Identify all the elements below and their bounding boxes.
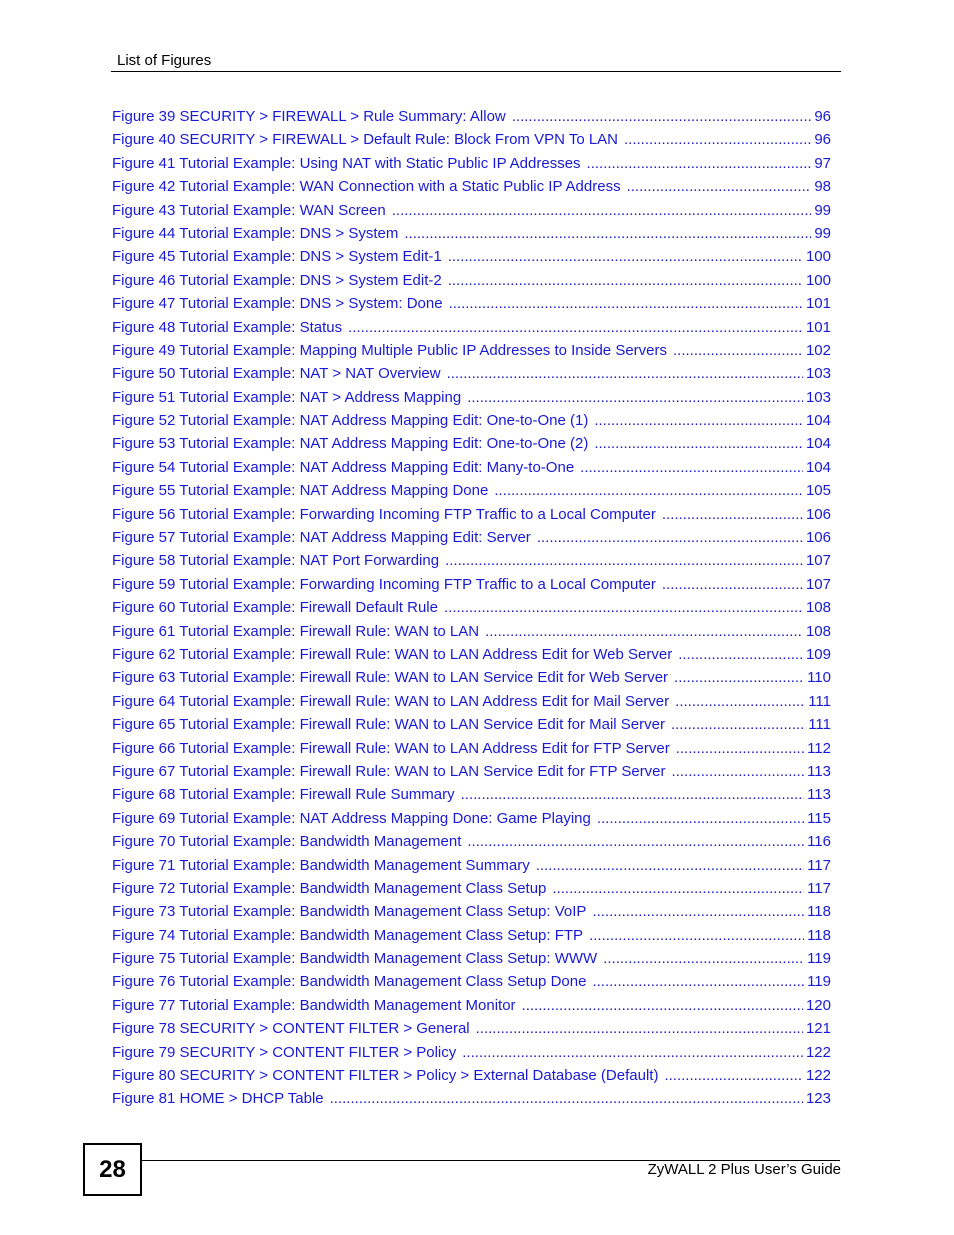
toc-dot-leader xyxy=(676,737,804,760)
toc-entry[interactable] xyxy=(112,1087,831,1110)
toc-entry-label: Figure 71 Tutorial Example: Bandwidth Management Summary xyxy=(112,856,530,874)
toc-dot-leader xyxy=(674,666,804,689)
toc-entry-label: Figure 50 Tutorial Example: NAT > NAT Overview xyxy=(112,365,441,383)
toc-entry-page: 107 xyxy=(805,575,831,593)
toc-dot-leader xyxy=(536,854,804,877)
toc-entry-label: Figure 75 Tutorial Example: Bandwidth Management Class Setup: WWW xyxy=(112,950,598,968)
toc-entry-page: 103 xyxy=(805,388,831,406)
toc-entry[interactable] xyxy=(112,199,831,222)
toc-entry-page: 111 xyxy=(808,692,831,710)
toc-entry-label: Figure 59 Tutorial Example: Forwarding Incoming FTP Traffic to a Local Computer xyxy=(112,575,656,593)
toc-entry[interactable] xyxy=(112,222,831,245)
toc-entry-label: Figure 56 Tutorial Example: Forwarding Incoming FTP Traffic to a Local Computer xyxy=(112,505,656,523)
toc-entry-label: Figure 60 Tutorial Example: Firewall Default Rule xyxy=(112,599,438,617)
toc-dot-leader xyxy=(603,947,804,970)
toc-entry-label: Figure 52 Tutorial Example: NAT Address Mapping Edit: One-to-One (1) xyxy=(112,412,589,430)
toc-dot-leader xyxy=(624,128,811,151)
toc-entry-label: Figure 51 Tutorial Example: NAT > Address Mapping xyxy=(112,388,462,406)
toc-dot-leader xyxy=(589,924,804,947)
toc-dot-leader xyxy=(671,713,805,736)
toc-entry-page: 113 xyxy=(807,786,831,804)
toc-entry[interactable] xyxy=(112,362,831,385)
toc-entry[interactable] xyxy=(112,245,831,268)
toc-entry-page: 101 xyxy=(805,295,831,313)
toc-entry[interactable] xyxy=(112,666,831,689)
toc-entry[interactable] xyxy=(112,877,831,900)
toc-entry-page: 115 xyxy=(807,809,831,827)
toc-entry[interactable] xyxy=(112,830,831,853)
toc-entry[interactable] xyxy=(112,1017,831,1040)
toc-entry-label: Figure 74 Tutorial Example: Bandwidth Management Class Setup: FTP xyxy=(112,926,584,944)
toc-entry-page: 100 xyxy=(805,271,831,289)
toc-entry[interactable] xyxy=(112,947,831,970)
toc-dot-leader xyxy=(462,1041,803,1064)
toc-entry-page: 123 xyxy=(805,1090,831,1108)
toc-entry-page: 97 xyxy=(814,154,831,172)
toc-entry-page: 104 xyxy=(805,412,831,430)
toc-entry-page: 106 xyxy=(805,529,831,547)
toc-entry[interactable] xyxy=(112,128,831,151)
toc-entry-label: Figure 48 Tutorial Example: Status xyxy=(112,318,343,336)
toc-entry-label: Figure 46 Tutorial Example: DNS > System Edit-2 xyxy=(112,271,442,289)
toc-entry[interactable] xyxy=(112,690,831,713)
toc-entry[interactable] xyxy=(112,924,831,947)
toc-entry-page: 119 xyxy=(807,973,831,991)
toc-dot-leader xyxy=(592,900,804,923)
toc-dot-leader xyxy=(587,152,812,175)
toc-entry[interactable] xyxy=(112,783,831,806)
toc-dot-leader xyxy=(627,175,812,198)
toc-entry-page: 118 xyxy=(807,926,831,944)
toc-dot-leader xyxy=(552,877,804,900)
toc-entry-page: 96 xyxy=(814,131,831,149)
toc-dot-leader xyxy=(392,199,812,222)
toc-entry-label: Figure 47 Tutorial Example: DNS > System: Done xyxy=(112,295,443,313)
toc-entry-label: Figure 64 Tutorial Example: Firewall Rule: WAN to LAN Address Edit for Mail Server xyxy=(112,692,670,710)
toc-dot-leader xyxy=(485,620,803,643)
toc-entry-page: 118 xyxy=(807,903,831,921)
toc-entry[interactable] xyxy=(112,292,831,315)
toc-entry[interactable] xyxy=(112,596,831,619)
toc-entry-page: 122 xyxy=(805,1067,831,1085)
toc-dot-leader xyxy=(678,643,803,666)
toc-entry-page: 103 xyxy=(805,365,831,383)
toc-entry-label: Figure 45 Tutorial Example: DNS > System Edit-1 xyxy=(112,248,442,266)
toc-dot-leader xyxy=(348,316,803,339)
toc-dot-leader xyxy=(476,1017,803,1040)
toc-entry[interactable] xyxy=(112,970,831,993)
toc-dot-leader xyxy=(467,386,803,409)
toc-entry-label: Figure 53 Tutorial Example: NAT Address Mapping Edit: One-to-One (2) xyxy=(112,435,589,453)
toc-dot-leader xyxy=(580,456,803,479)
toc-dot-leader xyxy=(662,573,803,596)
toc-entry-page: 121 xyxy=(805,1020,831,1038)
toc-entry[interactable] xyxy=(112,386,831,409)
toc-entry-label: Figure 78 SECURITY > CONTENT FILTER > General xyxy=(112,1020,470,1038)
toc-dot-leader xyxy=(662,503,803,526)
toc-entry-label: Figure 55 Tutorial Example: NAT Address Mapping Done xyxy=(112,482,489,500)
toc-entry-label: Figure 49 Tutorial Example: Mapping Multiple Public IP Addresses to Inside Servers xyxy=(112,341,667,359)
toc-dot-leader xyxy=(594,409,803,432)
toc-entry-label: Figure 43 Tutorial Example: WAN Screen xyxy=(112,201,386,219)
toc-dot-leader xyxy=(494,479,803,502)
toc-dot-leader xyxy=(673,339,803,362)
header-title: List of Figures xyxy=(117,52,212,69)
toc-entry[interactable] xyxy=(112,105,831,128)
figure-list xyxy=(112,105,831,1111)
toc-entry-label: Figure 81 HOME > DHCP Table xyxy=(112,1090,324,1108)
toc-entry-label: Figure 54 Tutorial Example: NAT Address Mapping Edit: Many-to-One xyxy=(112,458,575,476)
toc-entry[interactable] xyxy=(112,269,831,292)
toc-entry[interactable] xyxy=(112,1064,831,1087)
toc-dot-leader xyxy=(467,830,804,853)
toc-dot-leader xyxy=(522,994,803,1017)
toc-entry[interactable] xyxy=(112,152,831,175)
toc-entry-page: 107 xyxy=(805,552,831,570)
toc-entry-page: 109 xyxy=(805,645,831,663)
toc-entry-page: 117 xyxy=(807,856,831,874)
toc-entry-page: 101 xyxy=(805,318,831,336)
toc-entry-label: Figure 76 Tutorial Example: Bandwidth Management Class Setup Done xyxy=(112,973,587,991)
toc-entry-label: Figure 40 SECURITY > FIREWALL > Default Rule: Block From VPN To LAN xyxy=(112,131,619,149)
toc-entry-page: 99 xyxy=(814,201,831,219)
toc-entry[interactable] xyxy=(112,1041,831,1064)
toc-entry[interactable] xyxy=(112,760,831,783)
toc-entry[interactable] xyxy=(112,339,831,362)
toc-entry[interactable] xyxy=(112,807,831,830)
toc-dot-leader xyxy=(445,549,803,572)
toc-entry-page: 120 xyxy=(805,996,831,1014)
toc-dot-leader xyxy=(461,783,804,806)
toc-entry-page: 105 xyxy=(805,482,831,500)
toc-entry-label: Figure 66 Tutorial Example: Firewall Rule: WAN to LAN Address Edit for FTP Server xyxy=(112,739,670,757)
toc-entry-label: Figure 80 SECURITY > CONTENT FILTER > Policy > External Database (Default) xyxy=(112,1067,659,1085)
toc-dot-leader xyxy=(449,292,803,315)
toc-entry-page: 98 xyxy=(814,178,831,196)
toc-entry-page: 108 xyxy=(805,622,831,640)
toc-entry-label: Figure 79 SECURITY > CONTENT FILTER > Policy xyxy=(112,1043,457,1061)
toc-entry-label: Figure 77 Tutorial Example: Bandwidth Management Monitor xyxy=(112,996,516,1014)
toc-dot-leader xyxy=(592,970,804,993)
toc-entry-label: Figure 65 Tutorial Example: Firewall Rule: WAN to LAN Service Edit for Mail Server xyxy=(112,716,665,734)
toc-entry-label: Figure 61 Tutorial Example: Firewall Rule: WAN to LAN xyxy=(112,622,480,640)
toc-entry[interactable] xyxy=(112,175,831,198)
toc-entry-page: 106 xyxy=(805,505,831,523)
toc-entry-label: Figure 73 Tutorial Example: Bandwidth Management Class Setup: VoIP xyxy=(112,903,587,921)
toc-entry-page: 100 xyxy=(805,248,831,266)
toc-dot-leader xyxy=(672,760,805,783)
toc-entry-page: 96 xyxy=(814,108,831,125)
toc-entry-page: 104 xyxy=(805,458,831,476)
toc-entry[interactable] xyxy=(112,409,831,432)
toc-dot-leader xyxy=(664,1064,803,1087)
toc-entry[interactable] xyxy=(112,713,831,736)
toc-dot-leader xyxy=(404,222,811,245)
toc-entry-page: 112 xyxy=(807,739,831,757)
toc-entry-page: 99 xyxy=(814,224,831,242)
toc-entry-page: 110 xyxy=(807,669,831,687)
toc-entry-label: Figure 63 Tutorial Example: Firewall Rule: WAN to LAN Service Edit for Web Server xyxy=(112,669,669,687)
toc-dot-leader xyxy=(447,362,803,385)
toc-entry-label: Figure 58 Tutorial Example: NAT Port Forwarding xyxy=(112,552,440,570)
toc-entry-label: Figure 44 Tutorial Example: DNS > System xyxy=(112,224,399,242)
toc-dot-leader xyxy=(512,105,812,128)
toc-entry-label: Figure 70 Tutorial Example: Bandwidth Management xyxy=(112,833,462,851)
toc-entry-page: 119 xyxy=(807,950,831,968)
toc-dot-leader xyxy=(330,1087,803,1110)
toc-dot-leader xyxy=(594,432,803,455)
toc-dot-leader xyxy=(448,269,803,292)
toc-dot-leader xyxy=(537,526,803,549)
toc-entry[interactable] xyxy=(112,737,831,760)
toc-entry[interactable] xyxy=(112,643,831,666)
toc-entry-page: 122 xyxy=(805,1043,831,1061)
page-number: 28 xyxy=(83,1143,142,1196)
toc-entry-page: 108 xyxy=(805,599,831,617)
toc-dot-leader xyxy=(444,596,803,619)
toc-entry[interactable] xyxy=(112,316,831,339)
toc-dot-leader xyxy=(597,807,804,830)
toc-entry[interactable] xyxy=(112,456,831,479)
toc-entry-label: Figure 39 SECURITY > FIREWALL > Rule Summary: Allow xyxy=(112,108,506,125)
toc-entry[interactable] xyxy=(112,854,831,877)
toc-entry[interactable] xyxy=(112,900,831,923)
toc-entry[interactable] xyxy=(112,432,831,455)
toc-entry[interactable] xyxy=(112,526,831,549)
toc-entry-page: 113 xyxy=(807,762,831,780)
toc-entry[interactable] xyxy=(112,994,831,1017)
toc-entry-page: 104 xyxy=(805,435,831,453)
toc-entry-label: Figure 68 Tutorial Example: Firewall Rule Summary xyxy=(112,786,455,804)
toc-entry-label: Figure 62 Tutorial Example: Firewall Rule: WAN to LAN Address Edit for Web Server xyxy=(112,645,673,663)
toc-entry-page: 111 xyxy=(808,716,831,734)
toc-entry[interactable] xyxy=(112,479,831,502)
toc-entry-label: Figure 67 Tutorial Example: Firewall Rule: WAN to LAN Service Edit for FTP Server xyxy=(112,762,666,780)
toc-entry-page: 117 xyxy=(807,879,831,897)
toc-entry-label: Figure 57 Tutorial Example: NAT Address Mapping Edit: Server xyxy=(112,529,531,547)
guide-title: ZyWALL 2 Plus User’s Guide xyxy=(647,1161,841,1178)
toc-entry[interactable] xyxy=(112,573,831,596)
toc-entry[interactable] xyxy=(112,503,831,526)
toc-entry-label: Figure 42 Tutorial Example: WAN Connection with a Static Public IP Address xyxy=(112,178,621,196)
toc-dot-leader xyxy=(448,245,803,268)
toc-entry[interactable] xyxy=(112,620,831,643)
toc-entry-page: 102 xyxy=(805,341,831,359)
toc-entry-label: Figure 41 Tutorial Example: Using NAT with Static Public IP Addresses xyxy=(112,154,581,172)
toc-entry-label: Figure 72 Tutorial Example: Bandwidth Management Class Setup xyxy=(112,879,547,897)
toc-entry-label: Figure 69 Tutorial Example: NAT Address Mapping Done: Game Playing xyxy=(112,809,591,827)
header-rule xyxy=(111,71,841,72)
toc-dot-leader xyxy=(675,690,805,713)
toc-entry[interactable] xyxy=(112,549,831,572)
toc-entry-page: 116 xyxy=(807,833,831,851)
